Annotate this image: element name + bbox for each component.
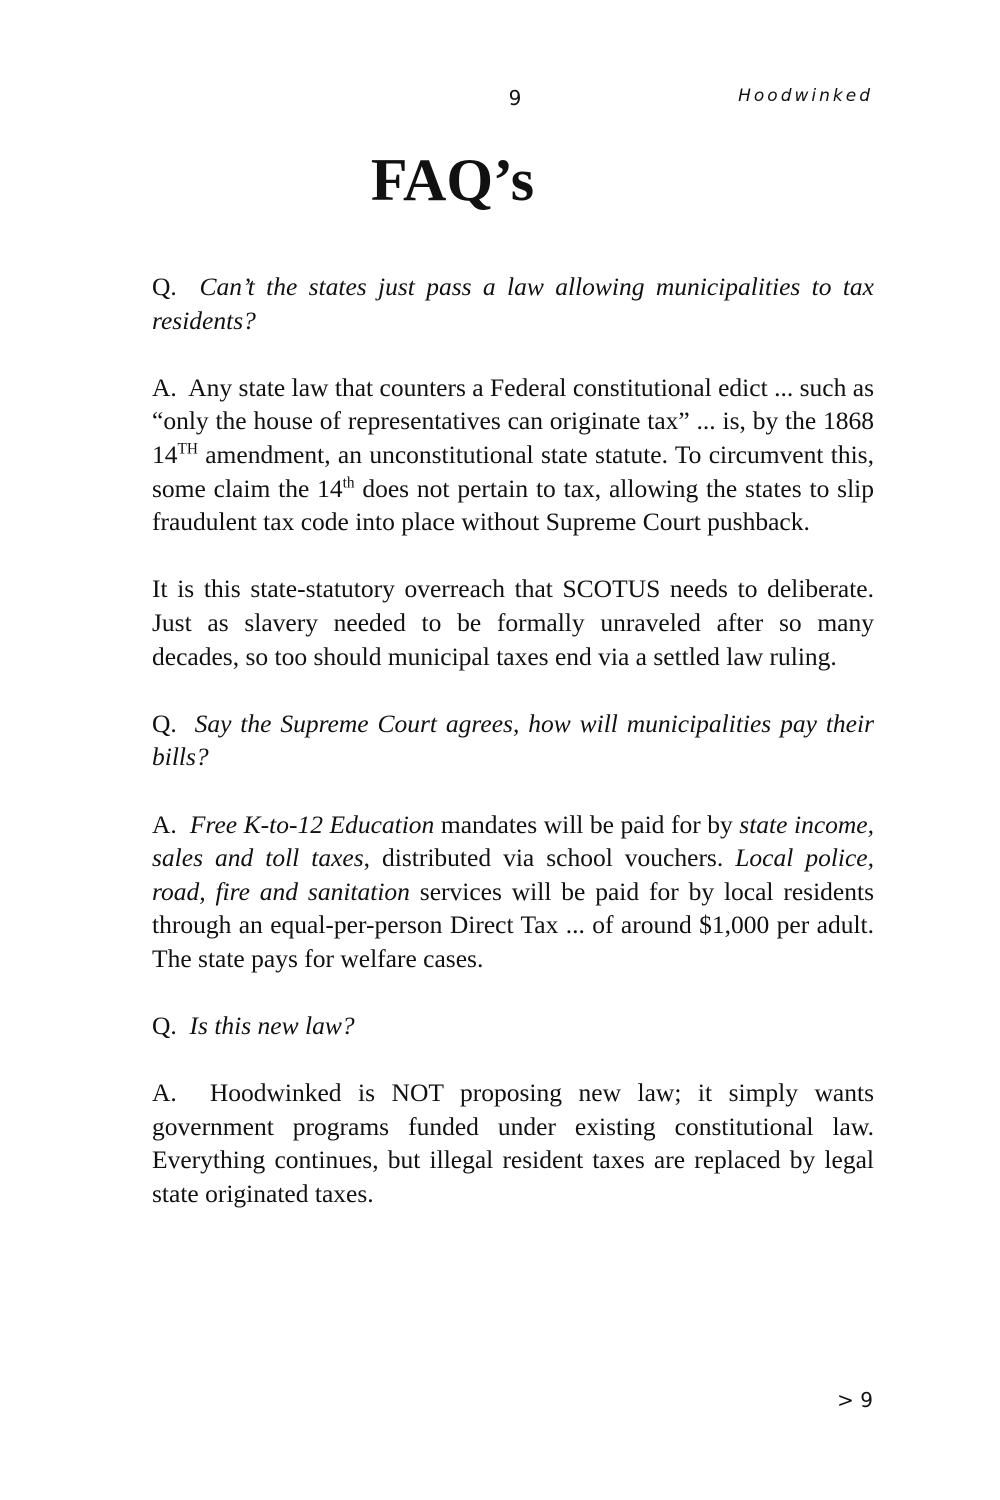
page-footer-indicator: > 9 (837, 1388, 873, 1412)
faq-answer-1 (152, 371, 874, 539)
question-text: Can’t the states just pass a law allowing municipalities to tax residents? (152, 272, 875, 335)
faq-content (152, 270, 874, 1244)
faq-answer-2 (152, 808, 874, 976)
faq-question-3 (152, 1009, 874, 1043)
question-label: Q. (152, 272, 177, 301)
page-title-text: FAQ’s (370, 147, 535, 213)
answer-emphasis: Local police, road, fire and sanitation (152, 843, 874, 906)
answer-emphasis: Free K-to-12 Education (189, 809, 435, 839)
answer-text: mandates will be paid for by (434, 809, 740, 839)
answer-label: A. (152, 372, 177, 402)
running-header-title: Hoodwinked (738, 86, 873, 106)
question-label: Q. (152, 1011, 177, 1041)
faq-question-2 (152, 707, 874, 774)
page-number: 9 (508, 86, 522, 110)
answer-text: services will be paid for by local residents through an equal-per-person Direct Tax ... of around $1,000 per adult. The state pays for welfare cases. (152, 876, 874, 973)
answer-label: A. (152, 809, 177, 839)
faq-answer-3 (152, 1076, 874, 1210)
question-text: Say the Supreme Court agrees, how will municipalities pay their bills? (152, 708, 874, 772)
question-text: Is this new law? (189, 1011, 355, 1041)
page-title (0, 140, 1000, 220)
question-label: Q. (152, 708, 177, 738)
faq-paragraph: It is this state-statutory overreach that SCOTUS needs to deliberate. Just as slavery needed to be formally unraveled after so many decades, so too should municipal taxes end via a settled law ruling. (152, 574, 874, 671)
answer-text: Any state law that counters a Federal constitutional edict ... such as “only the house of representatives can originate tax” ... is, by the 1868 14 (152, 372, 874, 469)
answer-label: A. (152, 1078, 177, 1108)
answer-text: Hoodwinked is NOT proposing new law; it simply wants government programs funded under existing constitutional law. Everything continues, but illegal resident taxes are replaced by legal state originated taxes. (152, 1078, 875, 1209)
answer-emphasis: state income, sales and toll taxes (152, 809, 874, 873)
faq-question-1 (152, 270, 874, 337)
answer-text: , distributed via school vouchers. (363, 843, 736, 873)
superscript: th (342, 474, 355, 492)
answer-text: does not pertain to tax, allowing the states to slip fraudulent tax code into place without Supreme Court pushback. (152, 473, 874, 537)
answer-text: amendment, an unconstitutional state statute. To circumvent this, some claim the 14 (152, 439, 874, 503)
superscript: TH (177, 440, 198, 458)
